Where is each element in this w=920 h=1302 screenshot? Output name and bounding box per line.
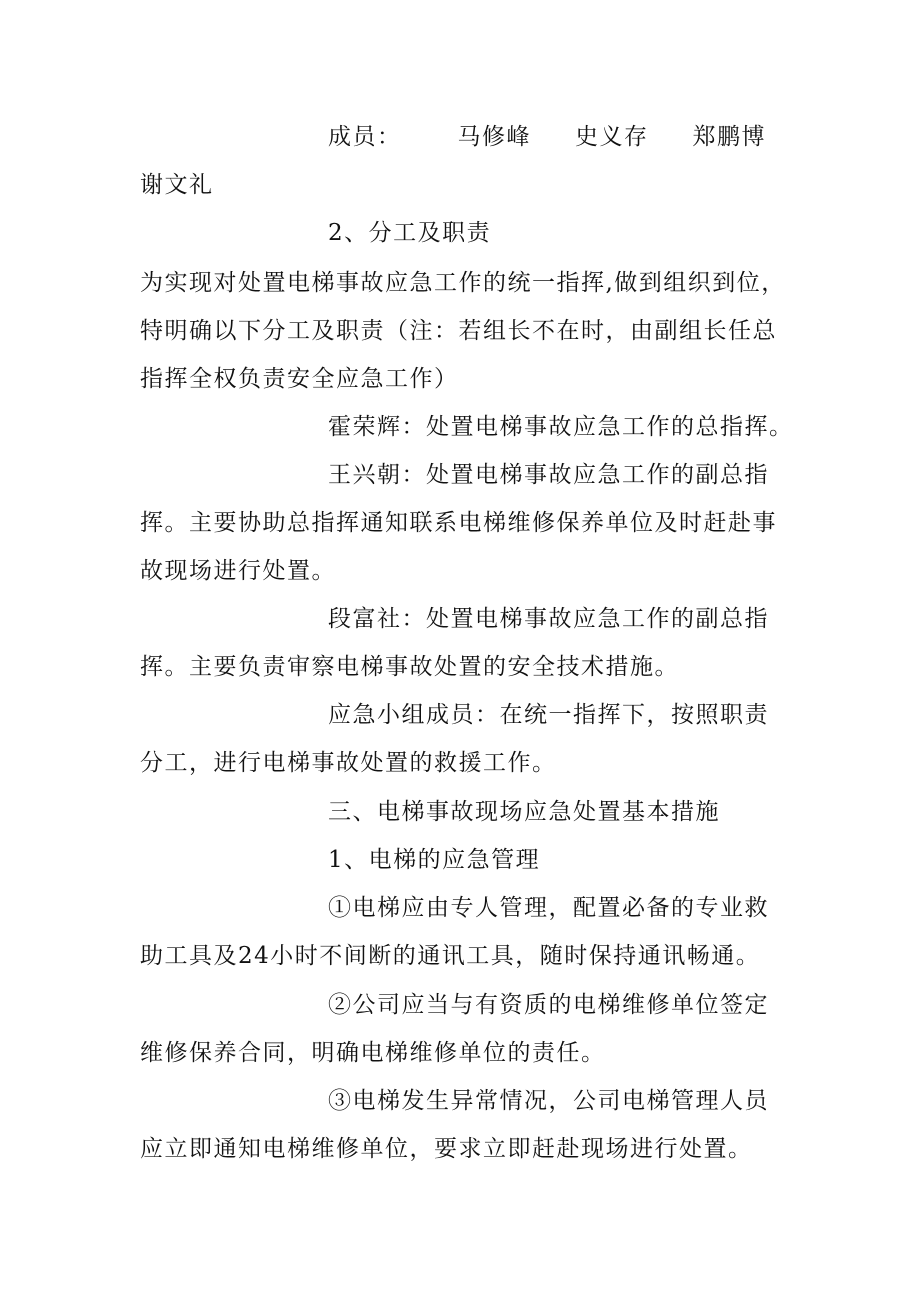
item-2-line-2: 维修保养合同，明确电梯维修单位的责任。 [140,1040,606,1066]
role-commander: 霍荣辉：处置电梯事故应急工作的总指挥。 [328,414,794,440]
item-3-line-2: 应立即通知电梯维修单位，要求立即赶赴现场进行处置。 [140,1136,753,1162]
item-1-line-1: ①电梯应由专人管理，配置必备的专业救 [328,895,769,921]
section-2-heading: 2、分工及职责 [328,220,492,246]
role-deputy-1-line-1: 王兴朝：处置电梯事故应急工作的副总指 [328,462,769,488]
role-team-line-1: 应急小组成员：在统一指挥下，按照职责 [328,702,769,728]
member-name: 郑鹏博 [692,124,766,150]
item-3-line-1: ③电梯发生异常情况，公司电梯管理人员 [328,1088,769,1114]
role-team-line-2: 分工，进行电梯事故处置的救援工作。 [140,750,557,776]
intro-line-1: 为实现对处置电梯事故应急工作的统一指挥,做到组织到位， [140,270,786,296]
member-name-continued: 谢文礼 [140,172,214,198]
members-line [328,122,766,152]
member-name: 马修峰 [457,124,531,150]
section-3-heading: 三、电梯事故现场应急处置基本措施 [328,799,720,825]
role-deputy-1-line-3: 故现场进行处置。 [140,558,336,584]
role-deputy-1-line-2: 挥。主要协助总指挥通知联系电梯维修保养单位及时赶赴事 [140,510,777,536]
item-1-line-2: 助工具及24小时不间断的通讯工具，随时保持通讯畅通。 [140,943,761,969]
role-deputy-2-line-2: 挥。主要负责审察电梯事故处置的安全技术措施。 [140,654,679,680]
section-3-subheading: 1、电梯的应急管理 [328,847,541,873]
item-2-line-1: ②公司应当与有资质的电梯维修单位签定 [328,992,769,1018]
intro-line-2: 特明确以下分工及职责（注：若组长不在时，由副组长任总 [140,318,777,344]
intro-line-3: 指挥全权负责安全应急工作） [140,366,459,392]
members-label: 成员： [328,124,402,150]
member-name: 史义存 [575,124,649,150]
role-deputy-2-line-1: 段富社：处置电梯事故应急工作的副总指 [328,606,769,632]
